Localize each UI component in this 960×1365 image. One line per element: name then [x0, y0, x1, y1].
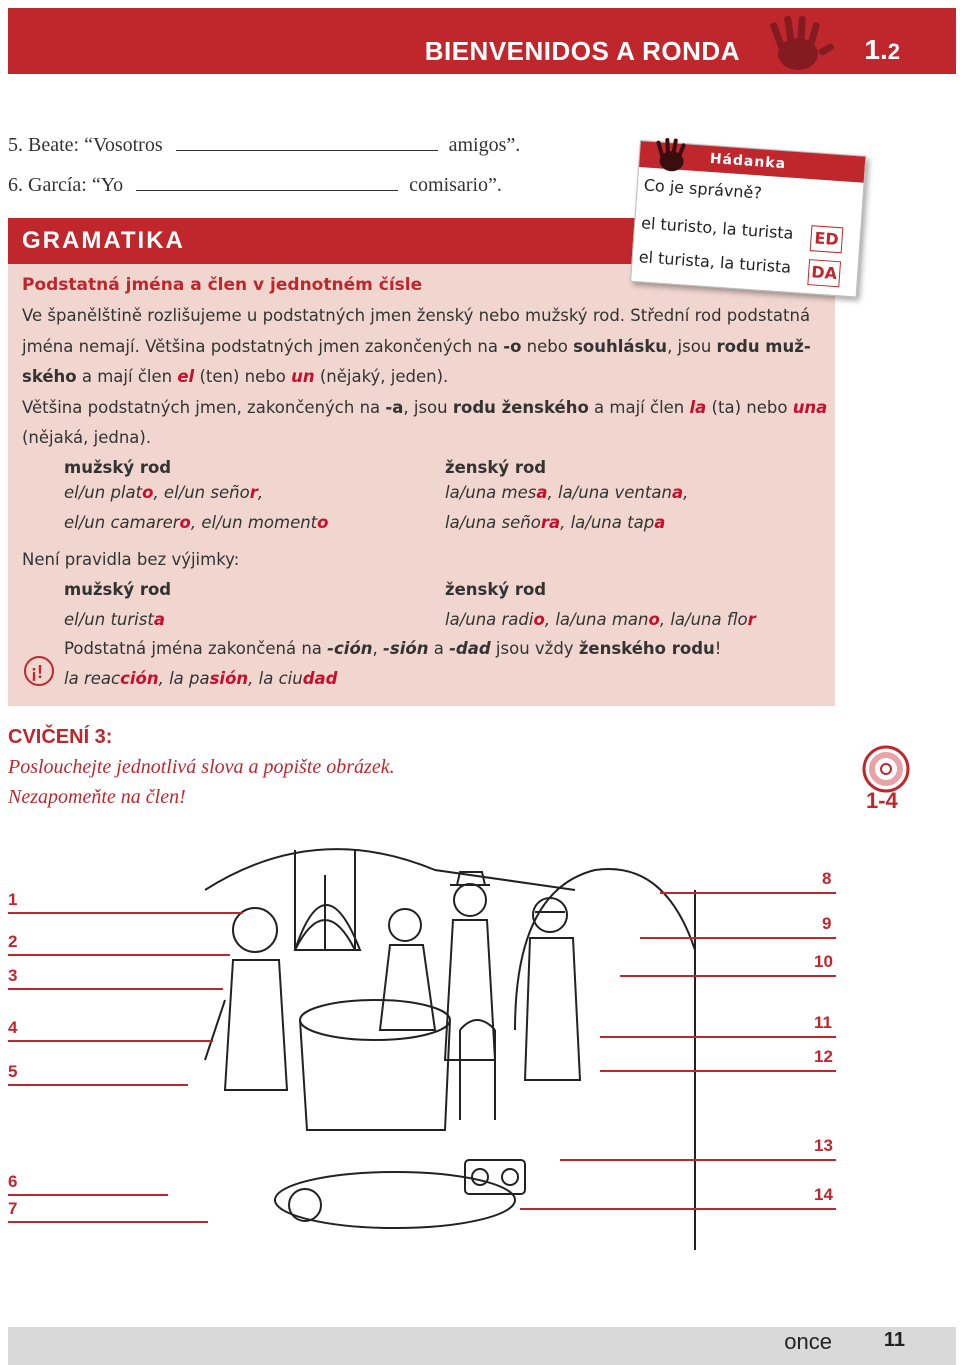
article-el: el [177, 367, 195, 386]
pointer-line [8, 1084, 188, 1086]
label-number-11: 11 [814, 1013, 832, 1032]
hand-print-icon [758, 12, 838, 76]
masculine-examples-row-2: el/un camarero, el/un momento [64, 513, 329, 532]
exercise-line-prefix: 6. García: “Yo [8, 174, 124, 196]
pointer-line [620, 975, 836, 977]
label-number-1: 1 [8, 890, 18, 909]
exceptions-intro: Není pravidla bez výjimky: [22, 550, 240, 569]
exercise-3-instruction-1: Poslouchejte jednotlivá slova a popište obrázek. [8, 756, 395, 778]
label-number-9: 9 [822, 914, 832, 933]
text: (ten) nebo [194, 367, 292, 386]
section-number [864, 34, 900, 66]
grammar-paragraph-1-line-2 [22, 337, 811, 356]
label-number-14: 14 [814, 1185, 833, 1204]
masculine-exception-example: el/un turista [64, 610, 165, 629]
hand-print-icon [647, 136, 695, 175]
pointer-line [8, 1194, 168, 1196]
article-una: una [792, 398, 828, 417]
grammar-paragraph-2-line-1 [22, 398, 827, 417]
pointer-line [660, 892, 836, 894]
riddle-card [630, 140, 866, 297]
pointer-line [640, 937, 836, 939]
term-rodu-muzskeho: rodu muž- [716, 337, 811, 356]
suffix-dad: -dad [449, 639, 491, 658]
article-la: la [689, 398, 707, 417]
text: , jsou [667, 337, 717, 356]
pointer-line [8, 1040, 213, 1042]
label-number-2: 2 [8, 932, 18, 951]
label-number-12: 12 [814, 1047, 833, 1066]
riddle-option-2-tag[interactable]: DA [807, 259, 841, 287]
text: a mají člen [76, 367, 178, 386]
text: ! [714, 639, 722, 658]
pointer-line [600, 1070, 836, 1072]
answer-blank[interactable] [136, 172, 398, 191]
grammar-paragraph-1-line-1: Ve španělštině rozlišujeme u podstatných jmen ženský nebo mužský rod. Střední rod podstatná [22, 306, 811, 325]
text: (ta) nebo [706, 398, 793, 417]
text: , [372, 639, 384, 658]
exercise-3-instruction-2: Nezapomeňte na člen! [8, 786, 186, 808]
term-zenskeho-rodu: ženského rodu [578, 639, 715, 658]
pointer-line [8, 988, 223, 990]
pointer-line [8, 912, 243, 914]
riddle-option-1: el turisto, la turista [640, 213, 795, 243]
pointer-line [520, 1208, 836, 1210]
svg-text:¡!: ¡! [31, 662, 43, 682]
column-masculine-heading-2: mužský rod [64, 580, 172, 599]
tip-examples: la reacción, la pasión, la ciudad [64, 669, 338, 688]
exercise-line-prefix: 5. Beate: “Vosotros [8, 134, 163, 156]
suffix-cion: -ción [327, 639, 373, 658]
text: jsou vždy [490, 639, 579, 658]
riddle-option-2: el turista, la turista [638, 247, 792, 277]
feminine-examples-row-1: la/una mesa, la/una ventana, [445, 483, 689, 502]
column-feminine-heading: ženský rod [445, 458, 547, 477]
page-number: 11 [883, 1329, 905, 1351]
label-number-7: 7 [8, 1199, 18, 1218]
article-un: un [291, 367, 315, 386]
text: a mají člen [588, 398, 690, 417]
answer-blank[interactable] [176, 132, 438, 151]
term-skeho: ského [22, 367, 77, 386]
feminine-exception-example: la/una radio, la/una mano, la/una flor [445, 610, 756, 629]
riddle-question: Co je správně? [643, 175, 763, 203]
riddle-title: Hádanka [709, 150, 787, 173]
label-number-13: 13 [814, 1136, 833, 1155]
label-number-8: 8 [822, 869, 832, 888]
pointer-line [600, 1036, 836, 1038]
text: , jsou [403, 398, 453, 417]
exercise-line-suffix: comisario”. [409, 174, 502, 196]
text: a [428, 639, 450, 658]
pointer-line [560, 1159, 836, 1161]
text: (nějaký, jeden). [314, 367, 449, 386]
text: nebo [521, 337, 574, 356]
exercise-line-5 [8, 132, 520, 157]
column-feminine-heading-2: ženský rod [445, 580, 547, 599]
header-title: BIENVENIDOS A RONDA [424, 36, 740, 66]
audio-track-label: 1-4 [866, 788, 898, 813]
label-number-6: 6 [8, 1172, 18, 1191]
text: Podstatná jména zakončená na [64, 639, 328, 658]
column-masculine-heading: mužský rod [64, 458, 172, 477]
feminine-examples-row-2: la/una señora, la/una tapa [445, 513, 666, 532]
info-exclamation-icon [22, 654, 56, 688]
exercise-line-suffix: amigos”. [448, 134, 521, 156]
footer-page-word: once [784, 1329, 832, 1354]
tip-line [64, 639, 721, 658]
grammar-paragraph-2-line-2: (nějaká, jedna). [22, 428, 152, 447]
grammar-paragraph-1-line-3 [22, 367, 448, 386]
riddle-option-1-tag[interactable]: ED [810, 225, 844, 253]
grammar-heading: GRAMATIKA [22, 227, 185, 254]
ending-o: -o [503, 337, 522, 356]
text: jména nemají. Většina podstatných jmen zakončených na [22, 337, 504, 356]
pointer-line [8, 954, 230, 956]
exercise-3-title: CVIČENÍ 3: [8, 726, 113, 748]
exercise-line-6 [8, 172, 502, 197]
term-souhlasku: souhlásku [573, 337, 668, 356]
section-number-main: 1. [864, 34, 888, 65]
pointer-line [8, 1221, 208, 1223]
label-number-10: 10 [814, 952, 833, 971]
ending-a: -a [385, 398, 404, 417]
label-number-5: 5 [8, 1062, 18, 1081]
term-rodu-zenskeho: rodu ženského [452, 398, 589, 417]
label-number-3: 3 [8, 966, 18, 985]
grammar-subheading: Podstatná jména a člen v jednotném čísle [22, 275, 423, 295]
suffix-sion: -sión [383, 639, 429, 658]
label-number-4: 4 [8, 1018, 18, 1037]
masculine-examples-row-1: el/un plato, el/un señor, [64, 483, 264, 502]
section-number-sub: 2 [887, 39, 900, 64]
text: Většina podstatných jmen, zakončených na [22, 398, 386, 417]
